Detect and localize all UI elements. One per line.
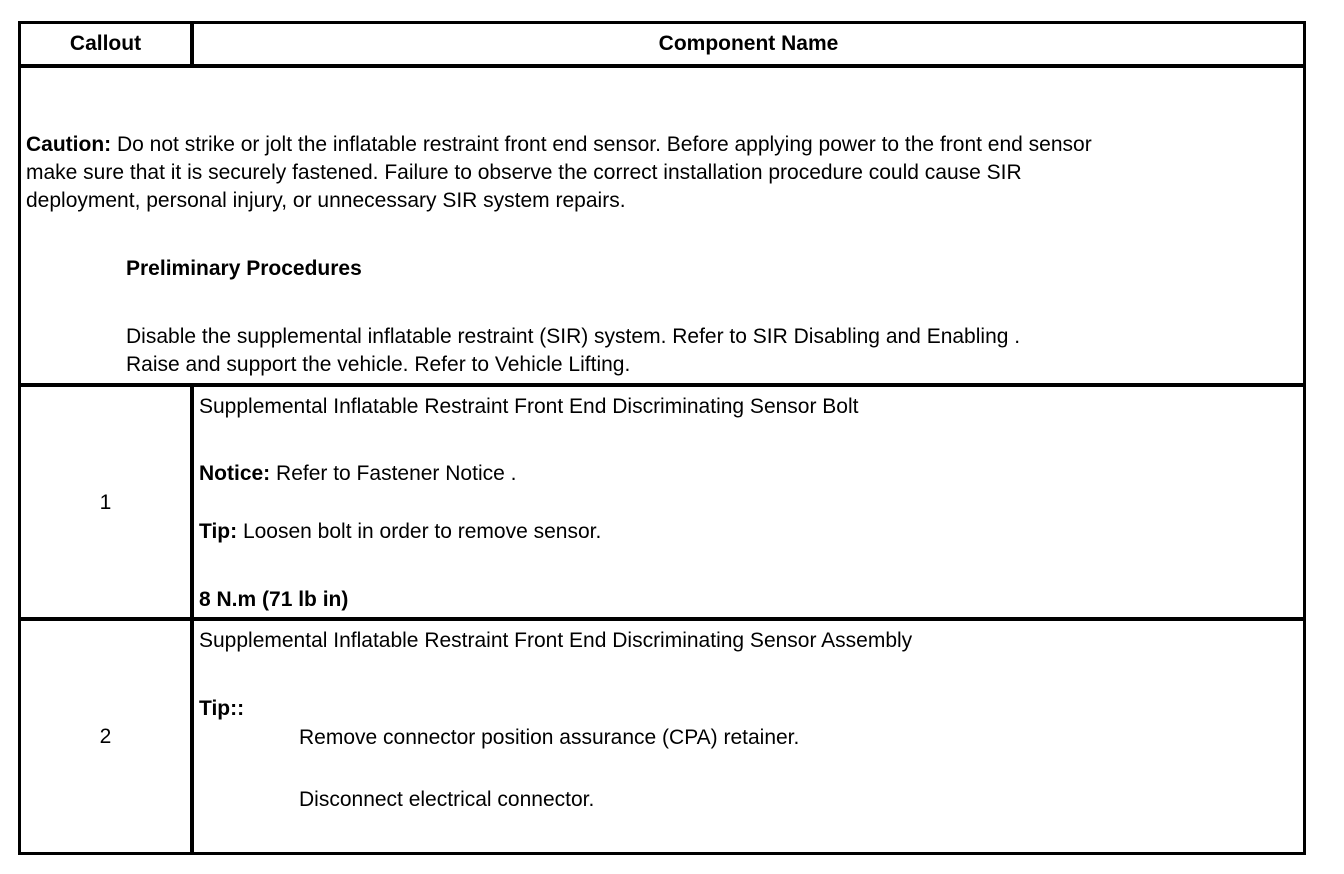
caution-label: Caution: — [26, 133, 112, 156]
notice-text: Refer to Fastener Notice . — [270, 462, 517, 485]
caution-line-2: make sure that it is securely fastened. Failure to observe the correct installation procedure could cause SIR — [26, 161, 1022, 184]
row1-callout: 1 — [99, 491, 112, 514]
caution-line-1 — [26, 131, 1092, 159]
header-rule — [21, 64, 1303, 68]
row1-torque: 8 N.m (71 lb in) — [199, 588, 349, 611]
preliminary-title: Preliminary Procedures — [126, 257, 362, 280]
row2-component-name: Supplemental Inflatable Restraint Front End Discriminating Sensor Assembly — [199, 629, 913, 652]
intro-rule — [21, 383, 1303, 387]
preliminary-step-2: Raise and support the vehicle. Refer to Vehicle Lifting. — [126, 353, 631, 376]
row1-rule — [21, 617, 1303, 621]
notice-label: Notice: — [199, 462, 271, 485]
tip-text: Loosen bolt in order to remove sensor. — [237, 520, 602, 543]
row2-tip-label: Tip:: — [199, 697, 245, 720]
caution-line-3: deployment, personal injury, or unnecessary SIR system repairs. — [26, 189, 626, 212]
header-component-name: Component Name — [658, 32, 839, 55]
row1-notice — [199, 460, 516, 488]
row2-step-2: Disconnect electrical connector. — [299, 788, 595, 811]
procedure-table — [18, 21, 1306, 855]
preliminary-step-1: Disable the supplemental inflatable restraint (SIR) system. Refer to SIR Disabling and Enabling . — [126, 325, 1021, 348]
row1-component-name: Supplemental Inflatable Restraint Front End Discriminating Sensor Bolt — [199, 395, 859, 418]
row1-tip — [199, 518, 601, 546]
caution-text: Do not strike or jolt the inflatable restraint front end sensor. Before applying power to the front end sensor — [111, 133, 1092, 156]
row2-callout: 2 — [99, 725, 112, 748]
tip-label: Tip: — [199, 520, 238, 543]
header-callout: Callout — [69, 32, 142, 55]
row2-step-1: Remove connector position assurance (CPA) retainer. — [299, 726, 800, 749]
